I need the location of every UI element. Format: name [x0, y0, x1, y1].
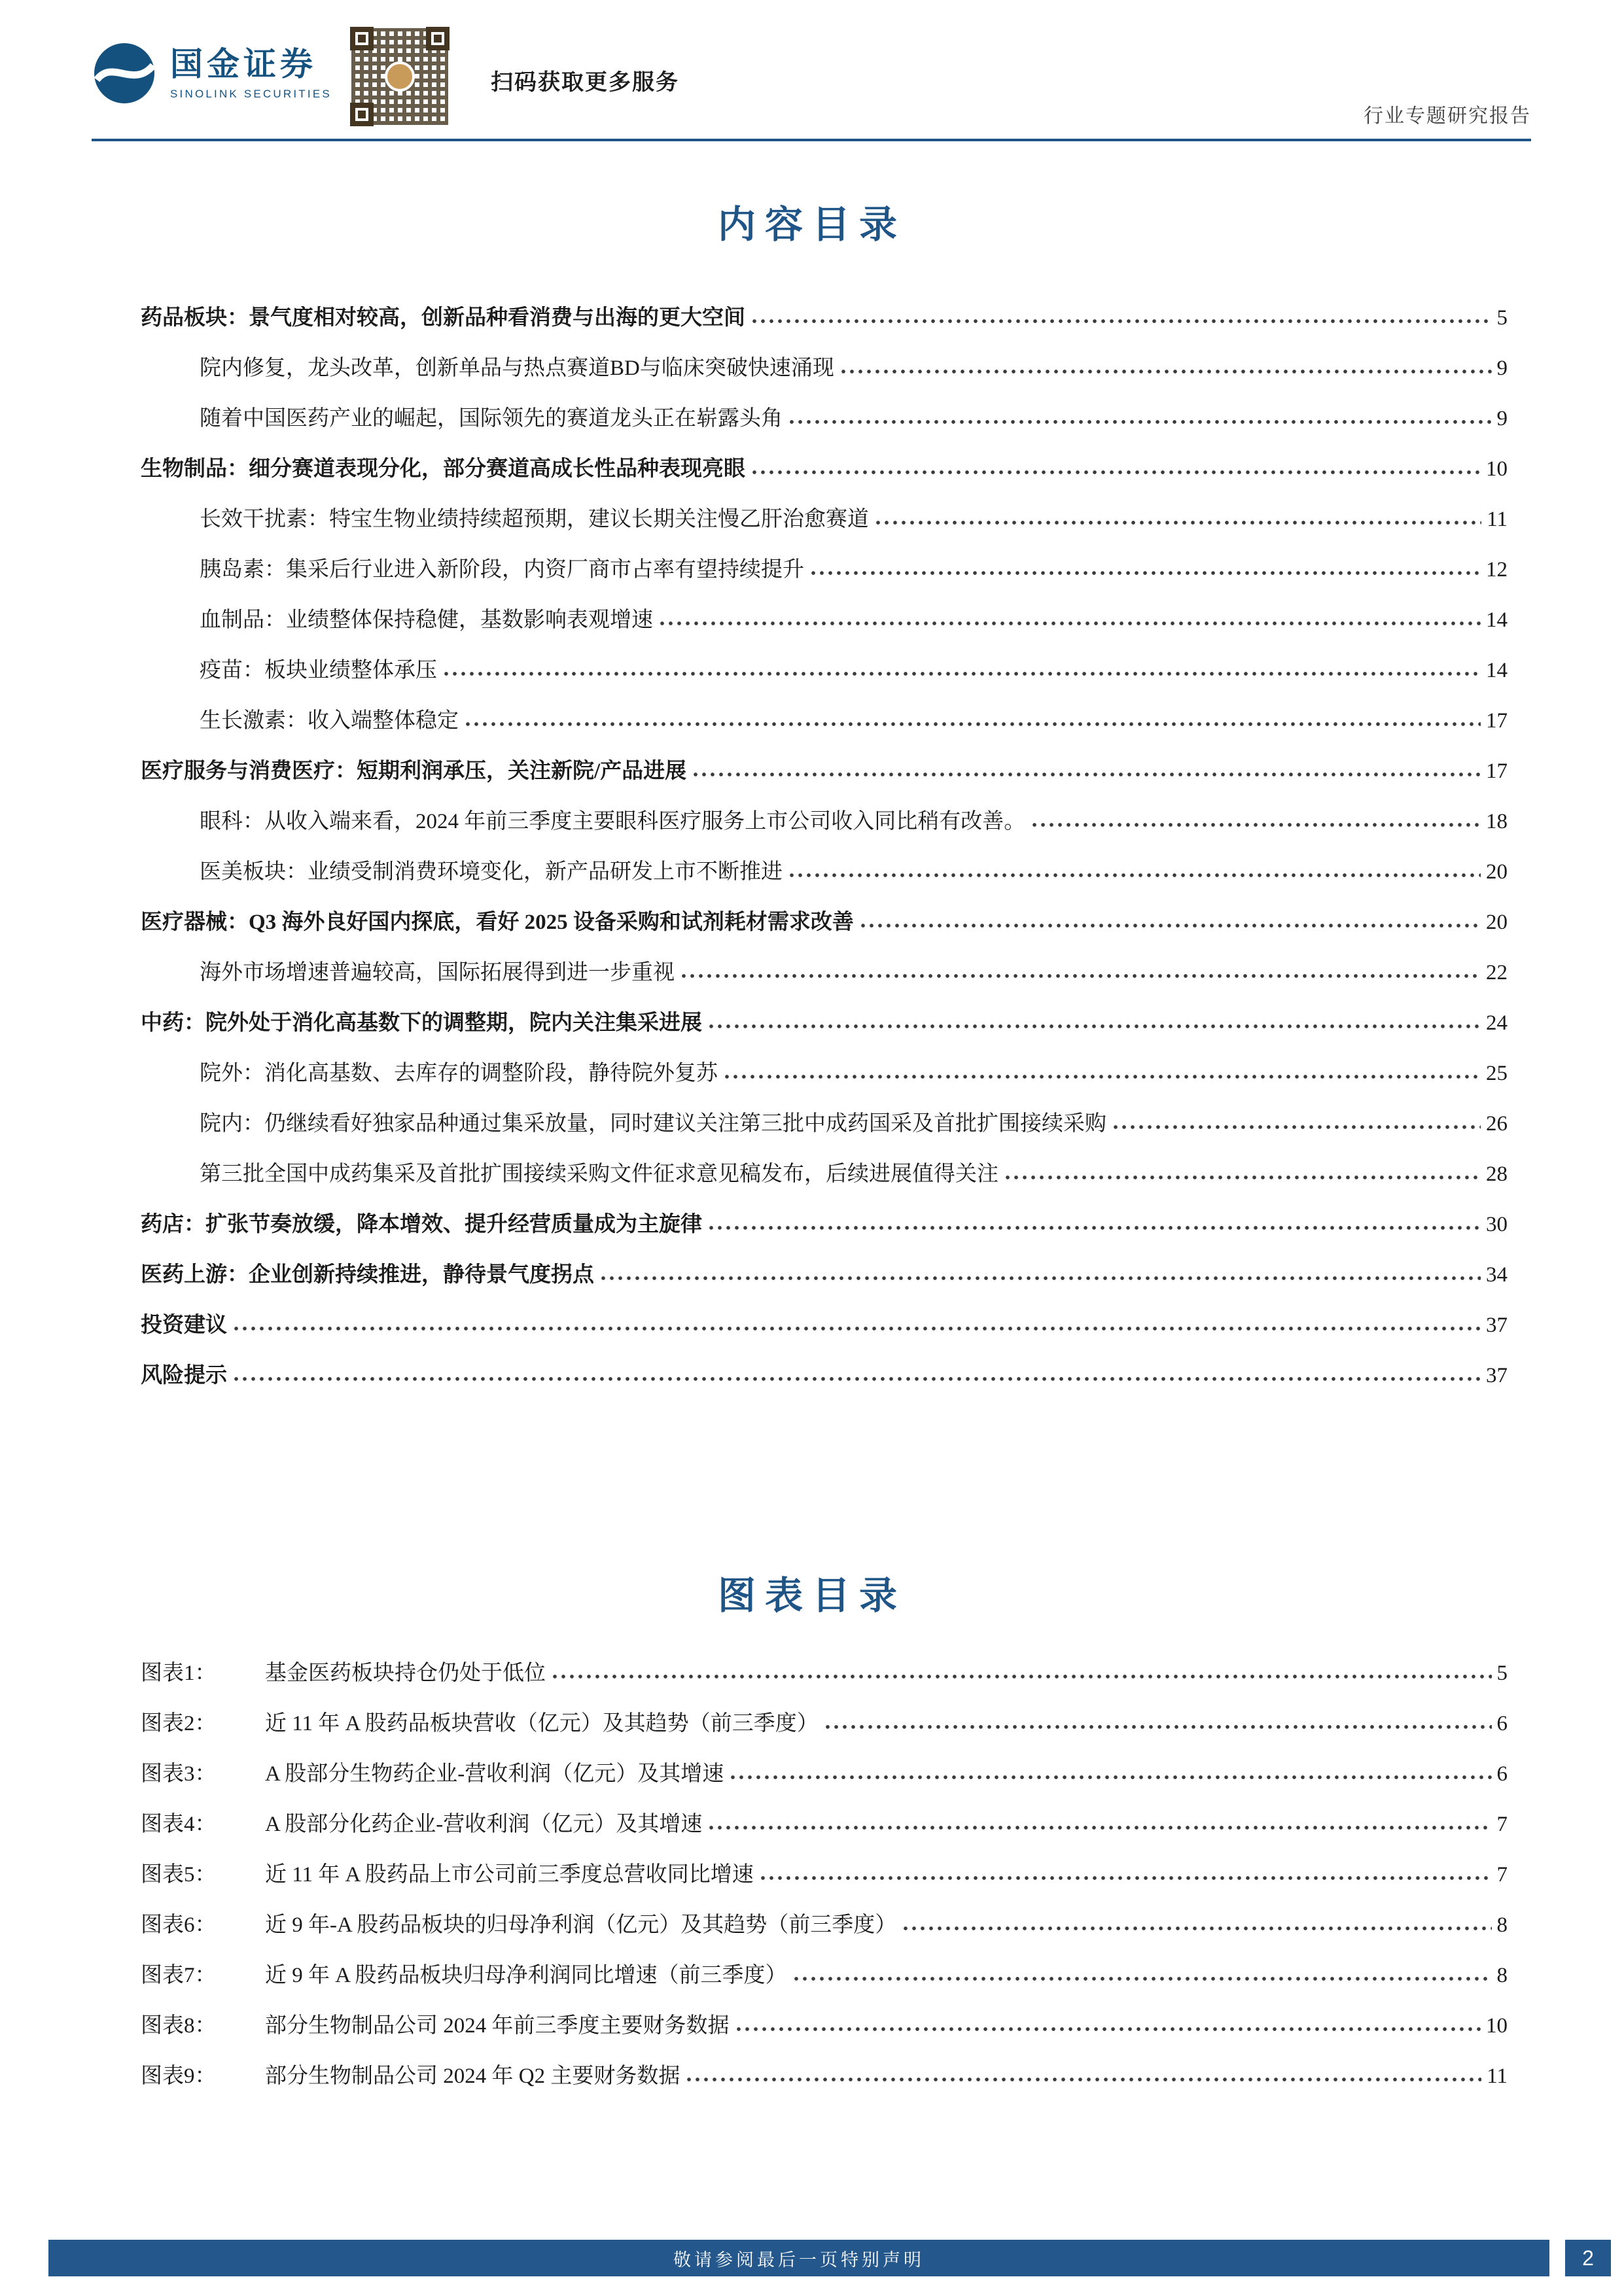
figure-label: 图表7：: [141, 1964, 217, 1987]
brand-logo-icon: [92, 41, 157, 106]
leader-dots: [681, 972, 1481, 980]
leader-dots: [736, 2025, 1481, 2033]
toc-entry[interactable]: [141, 659, 1508, 682]
toc-list: [141, 306, 1508, 1414]
footer-page-number: 2: [1565, 2240, 1611, 2276]
brand-logo: [92, 41, 332, 106]
toc-entry[interactable]: [141, 961, 1508, 984]
leader-dots: [234, 1375, 1481, 1383]
page-footer: [48, 2240, 1611, 2276]
entry-title: 院外：消化高基数、去库存的调整阶段，静待院外复苏: [200, 1062, 718, 1085]
entry-page-number: 37: [1486, 1364, 1508, 1387]
entry-page-number: 34: [1486, 1263, 1508, 1287]
leader-dots: [841, 368, 1492, 375]
qr-finder-icon: [350, 27, 374, 50]
entry-title: 近 11 年 A 股药品板块营收（亿元）及其趋势（前三季度）: [265, 1712, 819, 1735]
entry-page-number: 37: [1486, 1313, 1508, 1337]
entry-title: 院内修复，龙头改革，创新单品与热点赛道BD与临床突破快速涌现: [200, 357, 834, 380]
toc-entry[interactable]: [141, 608, 1508, 632]
entry-page-number: 17: [1486, 759, 1508, 783]
leader-dots: [724, 1073, 1481, 1081]
leader-dots: [789, 871, 1481, 879]
entry-page-number: 9: [1496, 357, 1508, 380]
leader-dots: [709, 1224, 1481, 1232]
figures-list: [141, 1661, 1508, 2115]
entry-title: 随着中国医药产业的崛起，国际领先的赛道龙头正在崭露头角: [200, 407, 783, 430]
toc-entry[interactable]: [141, 508, 1508, 531]
report-type-label: 行业专题研究报告: [1364, 105, 1531, 127]
qr-finder-icon: [426, 27, 450, 50]
entry-page-number: 20: [1486, 911, 1508, 934]
toc-section-title: 内容目录: [717, 203, 906, 246]
figure-toc-entry[interactable]: [141, 1964, 1508, 1987]
figure-toc-entry[interactable]: [141, 1762, 1508, 1786]
leader-dots: [601, 1274, 1481, 1282]
entry-page-number: 6: [1496, 1712, 1508, 1735]
leader-dots: [686, 2076, 1481, 2083]
qr-code: [348, 25, 451, 128]
toc-entry[interactable]: [141, 1062, 1508, 1085]
toc-entry[interactable]: [141, 407, 1508, 430]
toc-entry[interactable]: [141, 759, 1508, 783]
entry-page-number: 7: [1496, 1813, 1508, 1836]
brand-text: [170, 46, 332, 101]
entry-title: 生长激素：收入端整体稳定: [200, 709, 459, 733]
toc-entry[interactable]: [141, 911, 1508, 934]
leader-dots: [660, 619, 1481, 627]
toc-entry[interactable]: [141, 1162, 1508, 1186]
toc-entry[interactable]: [141, 357, 1508, 380]
toc-entry[interactable]: [141, 1213, 1508, 1236]
qr-caption: 扫码获取更多服务: [491, 70, 679, 95]
entry-page-number: 8: [1496, 1964, 1508, 1987]
entry-title: 海外市场增速普遍较高，国际拓展得到进一步重视: [200, 961, 675, 984]
entry-page-number: 10: [1486, 457, 1508, 481]
entry-title: 胰岛素：集采后行业进入新阶段，内资厂商市占率有望持续提升: [200, 558, 804, 582]
figure-label: 图表6：: [141, 1913, 217, 1937]
entry-title: 药店：扩张节奏放缓，降本增效、提升经营质量成为主旋律: [141, 1213, 702, 1236]
entry-page-number: 5: [1496, 1661, 1508, 1685]
toc-entry[interactable]: [141, 558, 1508, 582]
entry-page-number: 12: [1486, 558, 1508, 582]
entry-page-number: 7: [1496, 1863, 1508, 1887]
entry-page-number: 20: [1486, 860, 1508, 884]
toc-entry[interactable]: [141, 860, 1508, 884]
entry-page-number: 5: [1496, 306, 1508, 330]
toc-entry[interactable]: [141, 810, 1508, 833]
entry-page-number: 11: [1487, 508, 1508, 531]
leader-dots: [825, 1723, 1492, 1731]
entry-page-number: 14: [1486, 608, 1508, 632]
leader-dots: [730, 1773, 1491, 1781]
figure-toc-entry[interactable]: [141, 2014, 1508, 2038]
entry-page-number: 10: [1486, 2014, 1508, 2038]
footer-disclaimer: 敬请参阅最后一页特别声明: [48, 2240, 1549, 2276]
entry-page-number: 30: [1486, 1213, 1508, 1236]
toc-entry[interactable]: [141, 306, 1508, 330]
entry-title: 风险提示: [141, 1364, 227, 1387]
figure-toc-entry[interactable]: [141, 2064, 1508, 2088]
leader-dots: [234, 1325, 1481, 1332]
leader-dots: [789, 418, 1492, 426]
entry-title: 近 9 年-A 股药品板块的归母净利润（亿元）及其趋势（前三季度）: [265, 1913, 897, 1937]
entry-page-number: 17: [1486, 709, 1508, 733]
entry-title: A 股部分化药企业-营收利润（亿元）及其增速: [265, 1813, 703, 1836]
entry-title: 近 11 年 A 股药品上市公司前三季度总营收同比增速: [265, 1863, 754, 1887]
page-header: [92, 24, 1531, 139]
leader-dots: [875, 519, 1481, 527]
figure-toc-entry[interactable]: [141, 1913, 1508, 1937]
toc-entry[interactable]: [141, 1263, 1508, 1287]
entry-page-number: 18: [1486, 810, 1508, 833]
figures-section-title: 图表目录: [717, 1574, 906, 1617]
figure-toc-entry[interactable]: [141, 1712, 1508, 1735]
entry-page-number: 11: [1487, 2064, 1508, 2088]
entry-page-number: 25: [1486, 1062, 1508, 1085]
toc-entry[interactable]: [141, 1011, 1508, 1035]
leader-dots: [709, 1022, 1481, 1030]
entry-page-number: 14: [1486, 659, 1508, 682]
leader-dots: [794, 1975, 1492, 1983]
leader-dots: [752, 317, 1492, 325]
entry-page-number: 8: [1496, 1913, 1508, 1937]
leader-dots: [752, 468, 1481, 476]
entry-title: 院内：仍继续看好独家品种通过集采放量，同时建议关注第三批中成药国采及首批扩围接续采购: [200, 1112, 1106, 1136]
figure-label: 图表8：: [141, 2014, 217, 2038]
toc-entry[interactable]: [141, 1313, 1508, 1337]
entry-title: 医疗服务与消费医疗：短期利润承压，关注新院/产品进展: [141, 759, 687, 783]
entry-title: 医美板块：业绩受制消费环境变化，新产品研发上市不断推进: [200, 860, 783, 884]
entry-title: 医药上游：企业创新持续推进，静待景气度拐点: [141, 1263, 594, 1287]
entry-title: 部分生物制品公司 2024 年前三季度主要财务数据: [265, 2014, 730, 2038]
figure-label: 图表5：: [141, 1863, 217, 1887]
entry-title: 生物制品：细分赛道表现分化，部分赛道高成长性品种表现亮眼: [141, 457, 745, 481]
entry-page-number: 22: [1486, 961, 1508, 984]
entry-title: 药品板块：景气度相对较高，创新品种看消费与出海的更大空间: [141, 306, 745, 330]
leader-dots: [1005, 1174, 1481, 1181]
leader-dots: [1113, 1123, 1481, 1131]
figure-toc-entry[interactable]: [141, 1813, 1508, 1836]
header-divider: [92, 139, 1531, 141]
entry-title: 基金医药板块持仓仍处于低位: [265, 1661, 546, 1685]
qr-finder-icon: [350, 103, 374, 126]
qr-center-logo-icon: [385, 61, 415, 92]
entry-title: 第三批全国中成药集采及首批扩围接续采购文件征求意见稿发布，后续进展值得关注: [200, 1162, 998, 1186]
toc-entry[interactable]: [141, 709, 1508, 733]
leader-dots: [1032, 821, 1481, 829]
entry-title: 近 9 年 A 股药品板块归母净利润同比增速（前三季度）: [265, 1964, 787, 1987]
figure-toc-entry[interactable]: [141, 1661, 1508, 1685]
leader-dots: [903, 1924, 1491, 1932]
leader-dots: [444, 670, 1481, 678]
leader-dots: [811, 569, 1481, 577]
entry-title: 医疗器械：Q3 海外良好国内探底，看好 2025 设备采购和试剂耗材需求改善: [141, 911, 854, 934]
brand-subtitle: SINOLINK SECURITIES: [170, 87, 332, 100]
figure-label: 图表4：: [141, 1813, 217, 1836]
toc-entry[interactable]: [141, 1364, 1508, 1387]
entry-title: 中药：院外处于消化高基数下的调整期，院内关注集采进展: [141, 1011, 702, 1035]
entry-title: 血制品：业绩整体保持稳健，基数影响表观增速: [200, 608, 653, 632]
figure-label: 图表9：: [141, 2064, 217, 2088]
leader-dots: [552, 1673, 1492, 1680]
toc-entry[interactable]: [141, 457, 1508, 481]
entry-page-number: 9: [1496, 407, 1508, 430]
entry-title: 疫苗：板块业绩整体承压: [200, 659, 437, 682]
entry-title: 部分生物制品公司 2024 年 Q2 主要财务数据: [265, 2064, 680, 2088]
figure-label: 图表2：: [141, 1712, 217, 1735]
entry-page-number: 24: [1486, 1011, 1508, 1035]
figure-toc-entry[interactable]: [141, 1863, 1508, 1887]
entry-page-number: 6: [1496, 1762, 1508, 1786]
brand-name: 国金证券: [170, 45, 317, 82]
entry-title: 投资建议: [141, 1313, 227, 1337]
entry-title: 长效干扰素：特宝生物业绩持续超预期，建议长期关注慢乙肝治愈赛道: [200, 508, 869, 531]
leader-dots: [465, 720, 1481, 728]
entry-title: A 股部分生物药企业-营收利润（亿元）及其增速: [265, 1762, 724, 1786]
entry-page-number: 26: [1486, 1112, 1508, 1136]
toc-entry[interactable]: [141, 1112, 1508, 1136]
entry-title: 眼科：从收入端来看，2024 年前三季度主要眼科医疗服务上市公司收入同比稍有改善。: [200, 810, 1026, 833]
leader-dots: [709, 1824, 1491, 1832]
entry-page-number: 28: [1486, 1162, 1508, 1186]
leader-dots: [760, 1874, 1492, 1882]
figure-label: 图表1：: [141, 1661, 217, 1685]
figure-label: 图表3：: [141, 1762, 217, 1786]
leader-dots: [860, 922, 1481, 930]
leader-dots: [693, 771, 1481, 778]
